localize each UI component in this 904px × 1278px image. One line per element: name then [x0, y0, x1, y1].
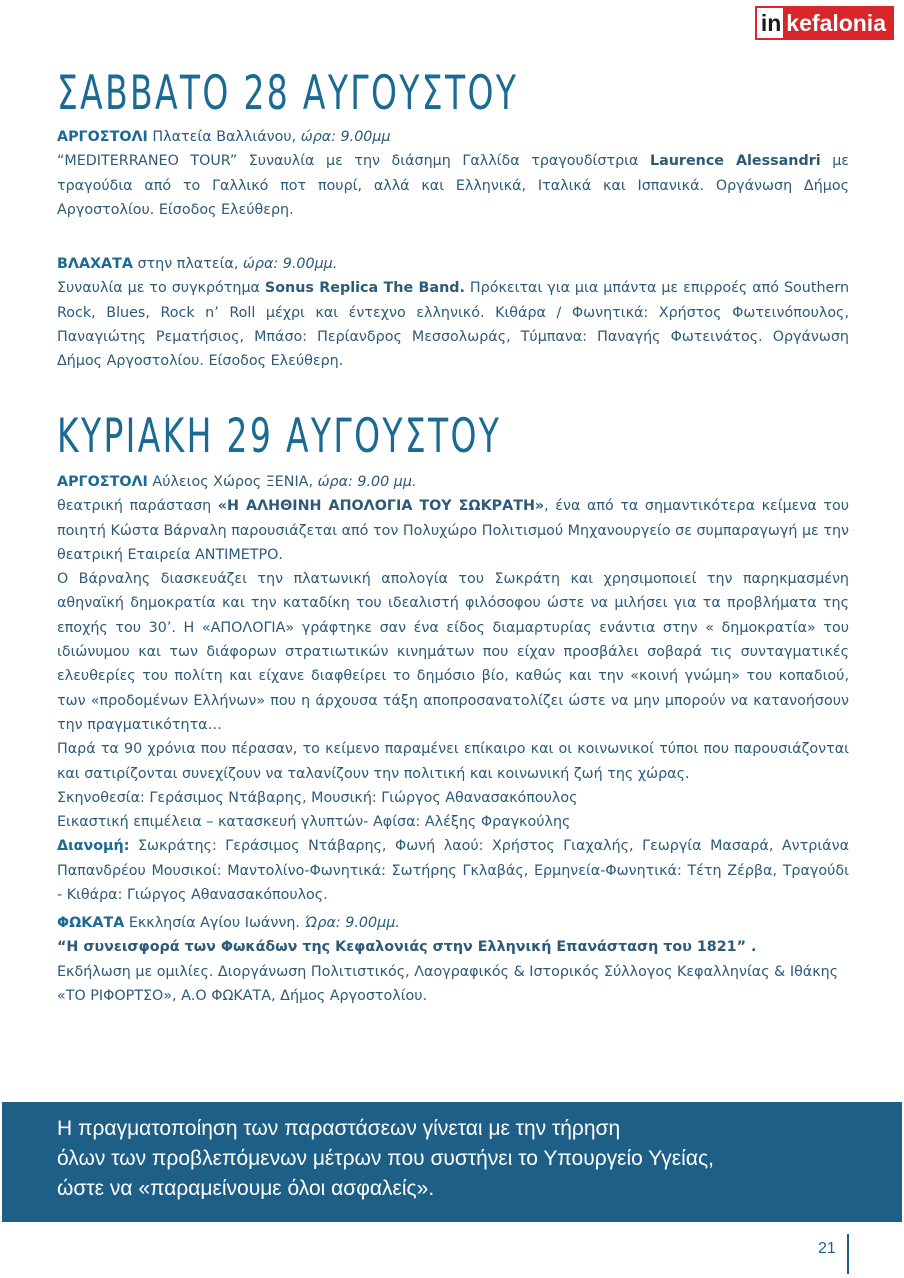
cast-list: Σωκράτης: Γεράσιμος Ντάβαρης, Φωνή λαού: Χρήστος Γιαχαλής, Γεωργία Μασαρά, Αντριάνα Παπανδρέου Μουσικοί: Μαντολίνο-Φωνητικά: Σωτήρης Γκλαβάς, Ερμηνεία-Φωνητικά: Τέτη Ζέρβα, Τραγούδι - Κιθάρα: Γιώργος Αθανασακόπουλος.: [57, 838, 849, 904]
page-number-divider: [847, 1234, 849, 1274]
notice-line: ώστε να «παραμείνουμε όλοι ασφαλείς».: [57, 1177, 435, 1200]
event-time: ώρα: 9.00μμ: [300, 129, 391, 145]
heading-sunday: ΚΥΡΙΑΚΗ 29 ΑΥΓΟΥΣΤΟΥ: [57, 409, 502, 464]
venue: στην πλατεία,: [132, 256, 243, 272]
event-description-cont: Πρόκειται για μια μπάντα με επιρροές από Southern Rock, Blues, Rock n’ Roll μέχρι και έντεχνο ελληνικό. Κιθάρα / Φωνητικά: Χρήστος Φωτεινόπουλος, Παναγιώτης Ρεματήσιος, Μπάσο: Περίανδρος Μεσσολωράς, Τύμπανα: Παναγής Φωτεινάτος. Οργάνωση Δήμος Αργοστολίου. Είσοδος Ελεύθερη.: [57, 280, 850, 370]
event-argostoli-sunday: [57, 470, 849, 907]
band-name: Sonus Replica The Band.: [264, 280, 465, 297]
play-title: «Η ΑΛΗΘΙΝΗ ΑΠΟΛΟΓΙΑ ΤΟΥ ΣΩΚΡΑΤΗ»: [217, 498, 545, 515]
page-number: 21: [818, 1240, 836, 1257]
cast-label: Διανομή:: [57, 838, 130, 855]
venue: Εκκλησία Αγίου Ιωάννη.: [124, 915, 305, 931]
venue: Πλατεία Βαλλιάνου,: [147, 129, 301, 145]
inkefalonia-logo: [755, 6, 894, 40]
notice-line: Η πραγματοποίηση των παραστάσεων γίνεται με την τήρηση: [57, 1117, 621, 1140]
place-name: ΦΩΚΑΤΑ: [57, 915, 125, 931]
event-time: Ώρα: 9.00μμ.: [304, 915, 400, 931]
artist-name: Laurence Alessandri: [649, 153, 821, 170]
event-description-cont: με τραγούδια από το Γαλλικό ποτ πουρί, αλλά και Ελληνικά, Ιταλικά και Ισπανικά. Οργάνωση Δήμος Αργοστολίου. Είσοδος Ελεύθερη.: [57, 153, 850, 218]
heading-saturday: ΣΑΒΒΑΤΟ 28 ΑΥΓΟΥΣΤΟΥ: [57, 66, 519, 121]
health-notice-banner: [2, 1102, 902, 1222]
credits-direction: Σκηνοθεσία: Γεράσιμος Ντάβαρης, Μουσική: Γιώργος Αθανασακόπουλος: [57, 789, 578, 806]
event-time: ώρα: 9.00 μμ.: [317, 474, 417, 490]
logo-brand-text: kefalonia: [783, 8, 892, 38]
place-name: ΒΛΑΧΑΤΑ: [57, 256, 133, 272]
event-vlachata: [57, 252, 849, 373]
place-name: ΑΡΓΟΣΤΟΛΙ: [57, 474, 148, 490]
place-name: ΑΡΓΟΣΤΟΛΙ: [57, 129, 148, 145]
event-description: Εκδήλωση με ομιλίες. Διοργάνωση Πολιτιστικός, Λαογραφικός & Ιστορικός Σύλλογος Κεφαλληνίας & Ιθάκης «ΤΟ ΡΙΦΟΡΤΣΟ», Α.Ο ΦΩΚΑΤΑ, Δήμος Αργοστολίου.: [57, 963, 839, 1004]
venue: Αύλειος Χώρος ΞΕΝΙΑ,: [147, 474, 318, 490]
event-time: ώρα: 9.00μμ.: [242, 256, 338, 272]
event-description: Συναυλία με το συγκρότημα: [57, 280, 265, 297]
credits-art: Εικαστική επιμέλεια – κατασκευή γλυπτών- Αφίσα: Αλέξης Φραγκούλης: [57, 814, 571, 831]
event-description-cont: , ένα από τα σημαντικότερα κείμενα του ποιητή Κώστα Βάρναλη παρουσιάζεται από τον Πολυχώρο Πολιτισμού Μηχανουργείο σε συμπαραγωγή με την θεατρική Εταιρεία ΑΝΤΙΜΕΤΡΟ.: [57, 498, 849, 563]
event-description: “MEDITERRANEO TOUR” Συναυλία με την διάσημη Γαλλίδα τραγουδίστρια: [57, 153, 650, 170]
paragraph-background: Ο Βάρναλης διασκευάζει την πλατωνική απολογία του Σωκράτη και χρησιμοποιεί την παρηκμασμένη αθηναϊκή δημοκρατία και την καταδίκη του ιδεαλιστή φιλόσοφου ώστε να μιλήσει για τα προβλήματα της εποχής του 30’. Η «ΑΠΟΛΟΓΙΑ» γράφτηκε σαν ένα είδος διαμαρτυρίας ενάντια στην « δημοκρατία» του ιδιώνυμου και των διάφορων στρατιωτικών κινημάτων που είχαν προσβάλει σοβαρά τις συνταγματικές ελευθερίες του πολίτη και είχανε διαφθείρει το δημόσιο βίο, καθώς και την «κοινή γνώμη» του κοπαδιού, των «προδομένων Ελλήνων» που η άρχουσα τάξη αποπροσανατολίζει ώστε να μην μπορούν να κατανοήσουν την πραγματικότητα…: [57, 571, 849, 733]
lecture-title: “Η συνεισφορά των Φωκάδων της Κεφαλονιάς στην Ελληνική Επανάσταση του 1821” .: [57, 939, 757, 956]
event-description: θεατρική παράσταση: [57, 498, 218, 515]
event-argostoli-saturday: [57, 125, 849, 222]
paragraph-relevance: Παρά τα 90 χρόνια που πέρασαν, το κείμενο παραμένει επίκαιρο και οι κοινωνικοί τύποι που παρουσιάζονται και σατιρίζονται συνεχίζουν να ταλανίζουν την πολιτική και κοινωνική ζωή της χώρας.: [57, 741, 849, 782]
event-fokata: [57, 911, 849, 1008]
notice-line: όλων των προβλεπόμενων μέτρων που συστήνει το Υπουργείο Υγείας,: [57, 1147, 714, 1170]
logo-in-text: in: [757, 8, 783, 38]
